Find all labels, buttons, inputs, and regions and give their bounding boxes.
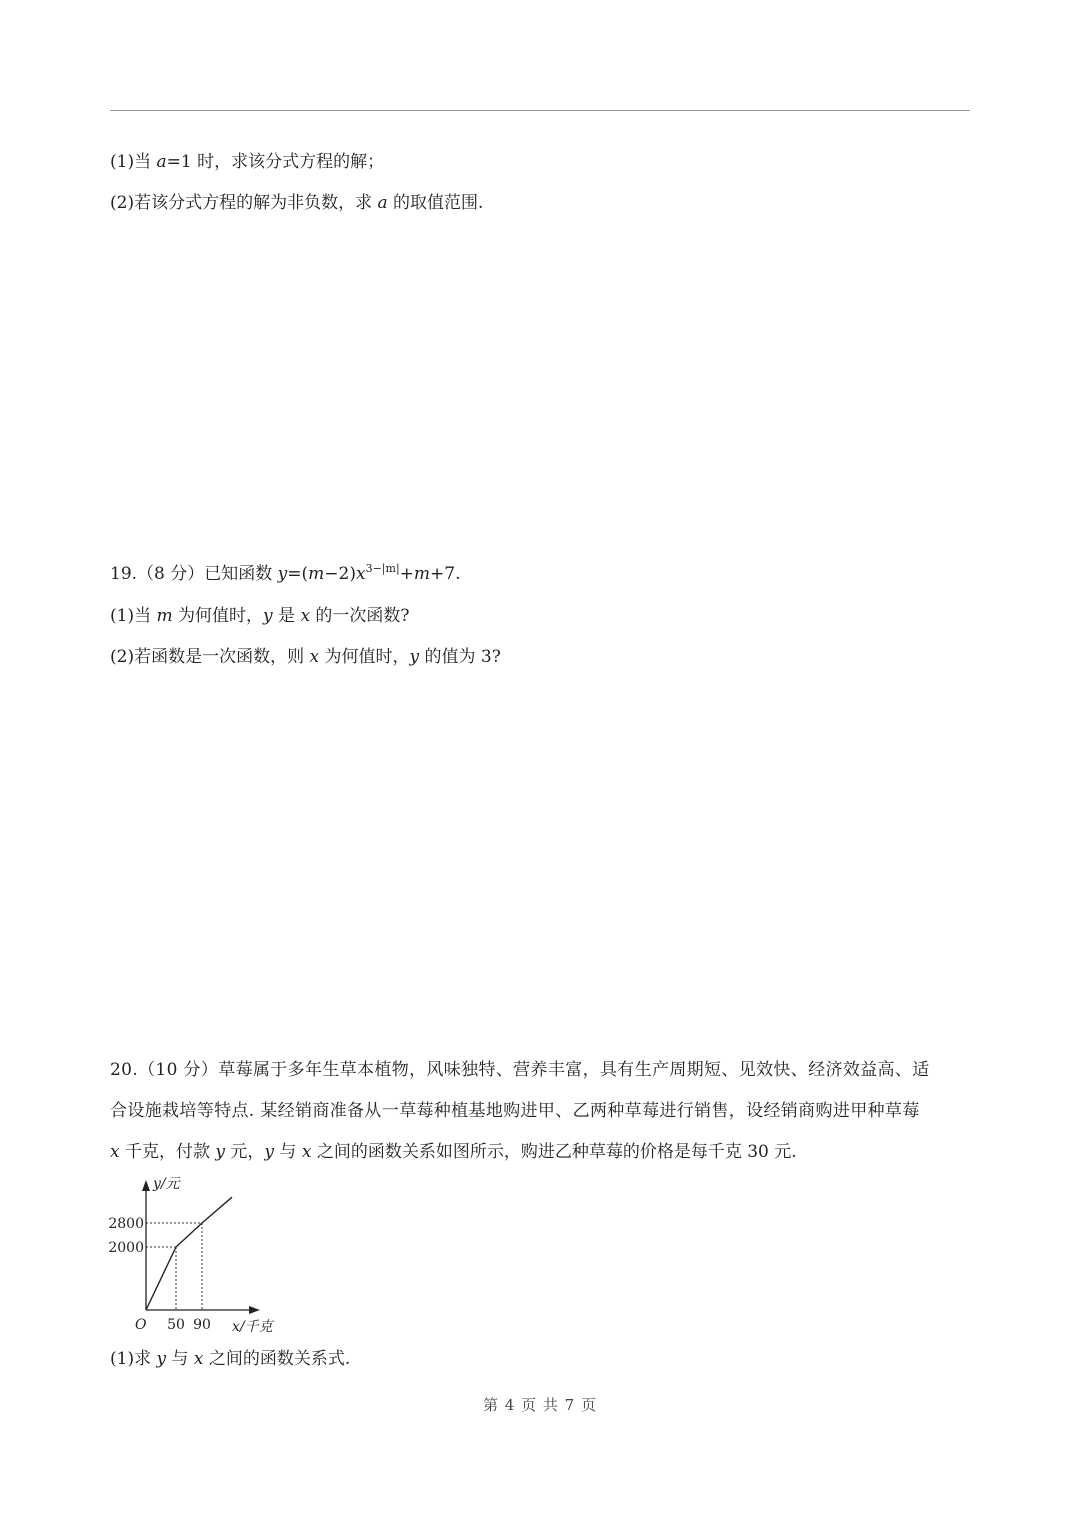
y-axis-label: y/元 xyxy=(153,1176,180,1192)
p20-question-1: (1)求 y 与 x 之间的函数关系式. xyxy=(110,1349,351,1369)
x-axis-label: x/千克 xyxy=(232,1319,273,1335)
p18-question-1: (1)当 a=1 时，求该分式方程的解； xyxy=(110,152,385,172)
x-tick-label: 50 xyxy=(167,1317,185,1333)
p20-stem-line-3: x 千克，付款 y 元，y 与 x 之间的函数关系如图所示，购进乙种草莓的价格是每千克 30 元. xyxy=(110,1142,797,1162)
header-rule xyxy=(110,110,970,111)
exponent: 3−|m| xyxy=(365,562,400,575)
p19-question-1: (1)当 m 为何值时，y 是 x 的一次函数? xyxy=(110,606,410,626)
y-tick-label: 2000 xyxy=(108,1240,144,1256)
origin-label: O xyxy=(135,1317,147,1333)
p20-stem-line-1: 20.（10 分）草莓属于多年生草本植物，风味独特、营养丰富，具有生产周期短、见效快、经济效益高、适 xyxy=(110,1060,930,1080)
page-footer: 第 4 页 共 7 页 xyxy=(483,1396,597,1414)
y-axis-arrow xyxy=(142,1180,150,1191)
p19-stem: 19.（8 分）已知函数 $y=(m-2)x^{3-|m|}+m+7$. xyxy=(110,562,461,584)
x-axis-arrow xyxy=(249,1306,260,1314)
function-graph xyxy=(100,1172,300,1342)
y-tick-label: 2800 xyxy=(108,1216,144,1232)
series-line xyxy=(146,1197,232,1310)
p18-question-2: (2)若该分式方程的解为非负数，求 a 的取值范围. xyxy=(110,193,484,213)
p19-question-2: (2)若函数是一次函数，则 x 为何值时，y 的值为 3? xyxy=(110,647,501,667)
p20-stem-line-2: 合设施栽培等特点. 某经销商准备从一草莓种植基地购进甲、乙两种草莓进行销售，设经销商购进甲种草莓 xyxy=(110,1101,920,1121)
x-tick-label: 90 xyxy=(193,1317,211,1333)
